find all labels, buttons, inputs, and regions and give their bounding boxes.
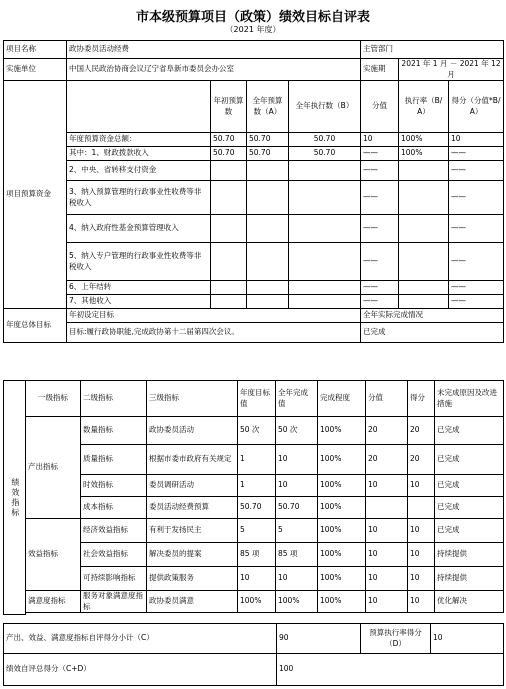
goals-actual-label: 全年实际完成情况 [361,309,504,323]
l1-benefit: 效益指标 [26,519,81,591]
impl-unit-label: 实施单位 [4,59,67,81]
budget-row: 7、其他收入 —— —— [4,295,504,309]
col-l2-header: 二级指标 [81,381,147,417]
table-row: 满意度指标 服务对象满意度指标 政协委员满意 100% 100% 100% 10 10 优化解决 [4,591,504,613]
subtotal-label: 产出、效益、满意度指标自评得分小计（C） [4,624,277,654]
project-name-value: 政协委员活动经费 [67,41,361,59]
col-full-header: 全年预算数（A） [247,81,289,133]
l1-output: 产出指标 [26,417,81,519]
project-name-label: 项目名称 [4,41,67,59]
col-target-header: 年度目标值 [238,381,276,417]
impl-unit-value: 中国人民政治协商会议辽宁省阜新市委员会办公室 [67,59,361,81]
goals-initial-label: 年初设定目标 [67,309,361,323]
perf-section-label: 绩效指标 [4,381,26,615]
budget-row: 2、中央、省转移支付资金 —— —— [4,161,504,181]
table-row: 质量指标 根据市委市政府有关规定 1 10 100% 20 20 已完成 [4,445,504,475]
budget-row: 5、纳入专户管理的行政事业性收费等非税收入 —— —— [4,243,504,281]
impl-period-label: 实施期 [361,59,399,81]
col-initial-header: 年初预算数 [211,81,247,133]
budget-table [3,40,504,343]
table-row: 效益指标 经济效益指标 有利于发扬民主 5 5 100% 10 10 已完成 [4,519,504,543]
budget-rate-label: 预算执行率得分（D） [361,624,431,654]
col-points-header: 得分 [408,381,435,417]
col-rate-header: 执行率（B/A） [399,81,449,133]
col-l3-header: 三级指标 [147,381,238,417]
col-l1-header: 一级指标 [26,381,81,417]
table-row: 时效指标 委员调研活动 1 10 100% 10 10 已完成 [4,475,504,497]
goals-initial-text: 目标:履行政协职能,完成政协第十二届第四次会议。 [67,323,361,343]
l1-satisfaction: 满意度指标 [26,591,81,613]
page-title: 市本级预算项目（政策）绩效目标自评表 [135,10,370,25]
summary-table [3,623,504,686]
budget-row: 4、纳入政府性基金预算管理收入 —— —— [4,215,504,243]
table-row: 成本指标 委员活动经费预算 50.70 50.70 100% 已完成 [4,497,504,519]
col-score-header: 分值 [366,381,408,417]
impl-period-value: 2021 年 1 月 － 2021 年 12 月 [399,59,504,81]
total-label: 绩效自评总得分（C+D） [4,654,277,686]
col-actual-header: 全年完成值 [276,381,318,417]
budget-section-label: 项目预算资金 [4,81,67,309]
col-reason-header: 未完成原因及改进措施 [435,381,504,417]
page-subtitle-year: （2021 年度） [225,25,281,34]
performance-table [3,380,504,615]
table-row: 社会效益指标 解决委员的提案 85 项 85 项 100% 10 10 持续提供 [4,543,504,567]
table-row: 产出指标 数量指标 政协委员活动 50 次 50 次 100% 20 20 已完成 [4,417,504,445]
goals-section-label: 年度总体目标 [4,309,67,343]
budget-row: 其中：1、财政拨款收入 50.70 50.70 50.70 —— 100% —— [4,147,504,161]
budget-row: 6、上年结转 —— —— [4,281,504,295]
col-degree-header: 完成程度 [318,381,366,417]
total-value: 100 [277,654,504,686]
budget-header-blank [67,81,211,133]
col-exec-header: 全年执行数（B） [289,81,361,133]
budget-row: 3、纳入预算管理的行政事业性收费等非税收入 —— —— [4,181,504,215]
col-points-header: 得分（分值*B/A） [449,81,504,133]
goals-actual-text: 已完成 [361,323,504,343]
col-score-header: 分值 [361,81,399,133]
budget-rate-value: 10 [431,624,504,654]
budget-row: 年度预算资金总额： 50.70 50.70 50.70 10 100% 10 [4,133,504,147]
table-row: 可持续影响指标 提供政策服务 10 10 100% 10 10 持续提供 [4,567,504,591]
subtotal-value: 90 [277,624,361,654]
dept-label: 主管部门 [361,41,504,59]
